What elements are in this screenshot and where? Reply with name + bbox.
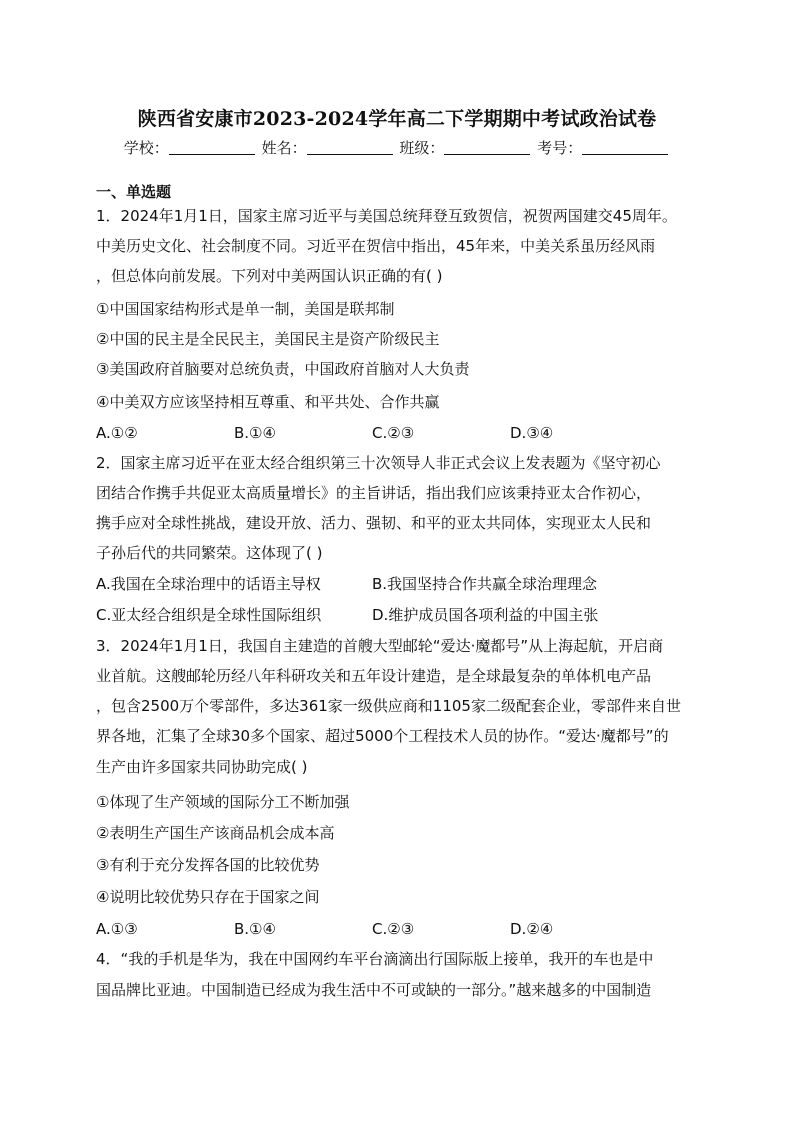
q1-line: 中美历史文化、社会制度不同。习近平在贺信中指出，45年来，中美关系虽历经风雨: [96, 237, 656, 255]
class-blank[interactable]: [444, 140, 530, 155]
q3-line: ，包含2500万个零部件，多达361家一级供应商和1105家二级配套企业，零部件来自世: [96, 697, 681, 715]
q3-line: 3．2024年1月1日，我国自主建造的首艘大型邮轮“爱达·魔都号”从上海起航，开启商: [96, 637, 664, 655]
q1-line: 1．2024年1月1日，国家主席习近平与美国总统拜登互致贺信，祝贺两国建交45周年。: [96, 207, 677, 225]
q2-option-d[interactable]: D.维护成员国各项利益的中国主张: [372, 606, 599, 624]
name-blank[interactable]: [307, 140, 393, 155]
q1-statement: ①中国国家结构形式是单一制，美国是联邦制: [96, 300, 395, 318]
q3-line: 界各地，汇集了全球30多个国家、超过5000个工程技术人员的协作。“爱达·魔都号”的: [96, 727, 669, 745]
q2-line: 团结合作携手共促亚太高质量增长》的主旨讲话，指出我们应该秉持亚太合作初心，: [96, 484, 652, 502]
school-label: 学校：: [123, 139, 169, 157]
q3-line: 生产由许多国家共同协助完成( ): [96, 758, 308, 776]
q2-line: 2．国家主席习近平在亚太经合组织第三十次领导人非正式会议上发表题为《坚守初心: [96, 454, 661, 472]
q1-option-d[interactable]: D.③④: [510, 424, 554, 442]
number-label: 考号：: [537, 139, 583, 157]
q4-line: 4．“我的手机是华为，我在中国网约车平台滴滴出行国际版上接单，我开的车也是中: [96, 950, 654, 968]
q1-option-b[interactable]: B.①④: [234, 424, 276, 442]
section-heading: 一、单选题: [96, 183, 172, 201]
q1-statement: ④中美双方应该坚持相互尊重、和平共处、合作共赢: [96, 393, 440, 411]
q3-option-d[interactable]: D.②④: [510, 920, 554, 938]
q4-line: 国品牌比亚迪。中国制造已经成为我生活中不可或缺的一部分。”越来越多的中国制造: [96, 981, 652, 999]
class-label: 班级：: [399, 139, 445, 157]
name-label: 姓名：: [261, 139, 307, 157]
q3-option-a[interactable]: A.①③: [96, 920, 138, 938]
q2-line: 携手应对全球性挑战，建设开放、活力、强韧、和平的亚太共同体，实现亚太人民和: [96, 514, 652, 532]
school-blank[interactable]: [169, 140, 255, 155]
q1-line: ，但总体向前发展。下列对中美两国认识正确的有( ): [96, 267, 443, 285]
q3-statement: ①体现了生产领域的国际分工不断加强: [96, 793, 350, 811]
q2-option-c[interactable]: C.亚太经合组织是全球性国际组织: [96, 606, 322, 624]
q1-option-a[interactable]: A.①②: [96, 424, 138, 442]
q1-option-c[interactable]: C.②③: [372, 424, 415, 442]
q2-option-a[interactable]: A.我国在全球治理中的话语主导权: [96, 575, 321, 593]
number-blank[interactable]: [582, 140, 668, 155]
q3-option-b[interactable]: B.①④: [234, 920, 276, 938]
q1-statement: ②中国的民主是全民民主，美国民主是资产阶级民主: [96, 330, 440, 348]
q3-statement: ②表明生产国生产该商品机会成本高: [96, 824, 335, 842]
q3-option-c[interactable]: C.②③: [372, 920, 415, 938]
q2-line: 子孙后代的共同繁荣。这体现了( ): [96, 544, 323, 562]
q2-option-b[interactable]: B.我国坚持合作共赢全球治理理念: [372, 575, 598, 593]
page-title: 陕西省安康市2023-2024学年高二下学期期中考试政治试卷: [137, 108, 657, 130]
student-info-row: [0, 137, 794, 158]
q3-statement: ③有利于充分发挥各国的比较优势: [96, 856, 320, 874]
q3-statement: ④说明比较优势只存在于国家之间: [96, 888, 320, 906]
q1-statement: ③美国政府首脑要对总统负责，中国政府首脑对人大负责: [96, 360, 470, 378]
q3-line: 业首航。这艘邮轮历经八年科研攻关和五年设计建造，是全球最复杂的单体机电产品: [96, 667, 652, 685]
